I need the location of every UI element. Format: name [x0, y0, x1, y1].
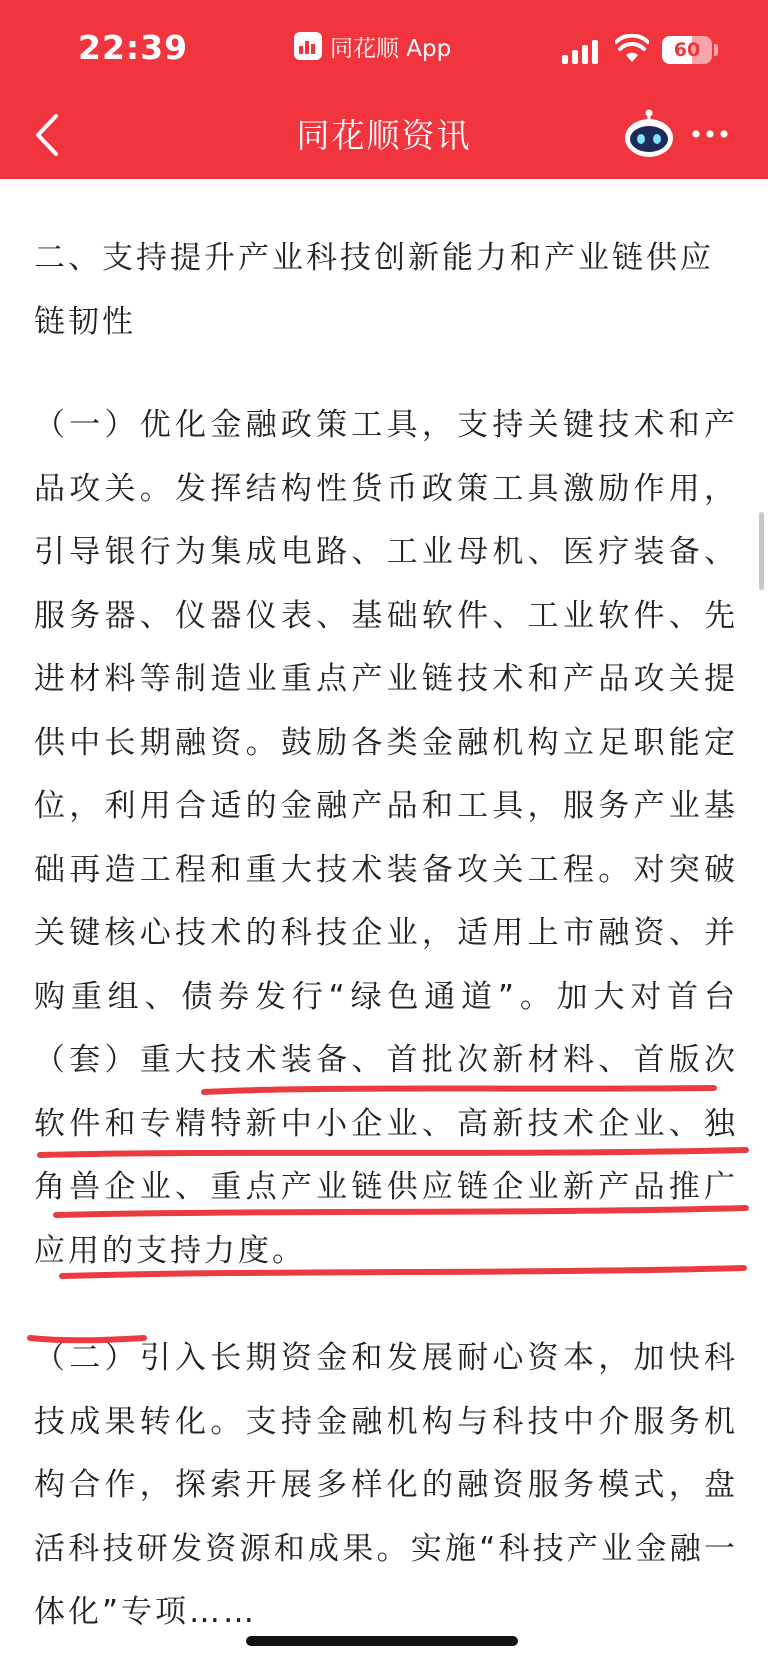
- home-indicator[interactable]: [246, 1636, 518, 1646]
- more-button[interactable]: [690, 122, 730, 146]
- section-heading: 二、支持提升产业科技创新能力和产业链供应链韧性: [34, 240, 714, 340]
- app-logo-icon: [294, 32, 322, 60]
- page-title: 同花顺资讯: [296, 116, 472, 155]
- battery-cap: [714, 44, 718, 56]
- cellular-signal-icon: [562, 38, 600, 64]
- highlighted-sentence: 加大对首台（套）重大技术装备、首批次新材料、首版次软件和专精特新中小企业、高新技术企业、独角兽企业、重点产业链供应链企业新产品推广应用的支持力度。: [34, 978, 738, 1269]
- battery-level: 60: [673, 39, 701, 61]
- more-dots-icon: [692, 130, 727, 137]
- scrollbar[interactable]: [759, 512, 764, 590]
- battery-icon: [662, 36, 712, 64]
- robot-icon: [625, 110, 673, 158]
- article-paragraph-1: [34, 354, 738, 1283]
- wifi-icon: [615, 34, 649, 64]
- article-paragraph-2: （二）引入长期资金和发展耐心资本，加快科技成果转化。支持金融机构与科技中介服务机构合作，探索开展多样化的融资服务模式，盘活科技研发资源和成果。实施“科技产业金融一体化”专项……: [34, 1340, 738, 1630]
- return-app-label: 同花顺 App: [330, 35, 452, 62]
- app-header: [0, 0, 768, 179]
- paragraph-1-text: （一）优化金融政策工具，支持关键技术和产品攻关。发挥结构性货币政策工具激励作用，引导银行为集成电路、工业母机、医疗装备、服务器、仪器仪表、基础软件、工业软件、先进材料等制造业重点产业链技术和产品攻关提供中长期融资。鼓励各类金融机构立足职能定位，利用合适的金融产品和工具，服务产业基础再造工程和重大技术装备攻关工程。对突破关键核心技术的科技企业，适用上市融资、并购重组、债券发行“绿色通道”。: [34, 407, 738, 1015]
- article-body: [34, 179, 738, 1645]
- status-time: 22:39: [78, 28, 189, 67]
- assistant-robot-button[interactable]: [622, 109, 676, 159]
- return-to-app-indicator[interactable]: [294, 30, 451, 62]
